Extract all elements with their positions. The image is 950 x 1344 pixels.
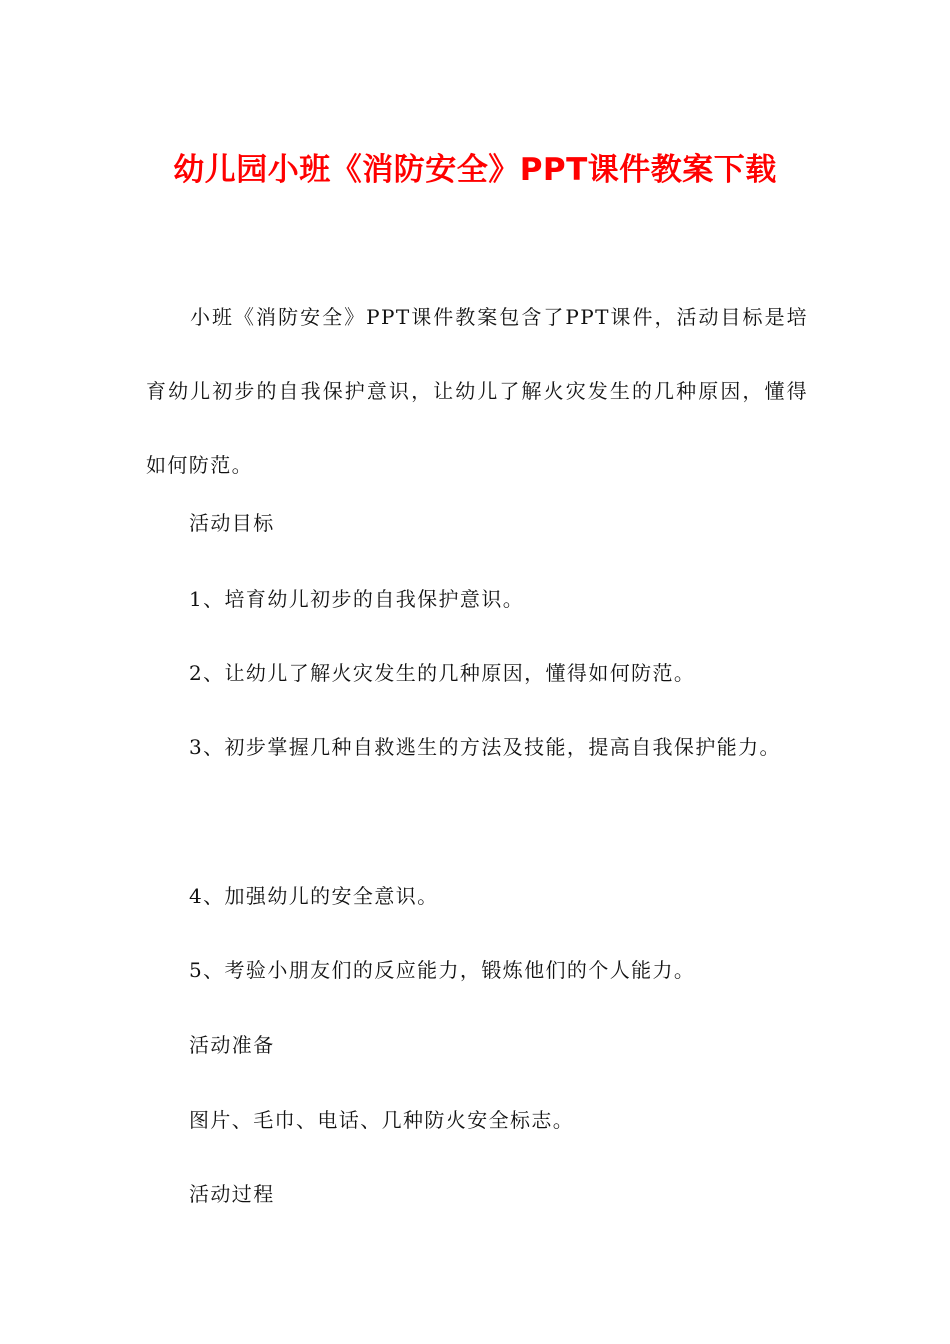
goals-heading: 活动目标 [189,511,275,535]
goal-item-1: 1、培育幼儿初步的自我保护意识。 [189,587,525,611]
document-title: 幼儿园小班《消防安全》PPT课件教案下载 [173,152,777,188]
goal-item-5: 5、考验小朋友们的反应能力，锻炼他们的个人能力。 [189,958,696,982]
goal-item-2: 2、让幼儿了解火灾发生的几种原因，懂得如何防范。 [189,661,696,685]
prep-heading: 活动准备 [189,1033,275,1057]
prep-text: 图片、毛巾、电话、几种防火安全标志。 [189,1108,575,1132]
goal-item-4: 4、加强幼儿的安全意识。 [189,884,439,908]
process-heading: 活动过程 [189,1182,275,1206]
intro-paragraph: 小班《消防安全》PPT课件教案包含了PPT课件，活动目标是培育幼儿初步的自我保护意识，让幼儿了解火灾发生的几种原因，懂得如何防范。 [146,305,808,477]
goal-item-3: 3、初步掌握几种自救逃生的方法及技能，提高自我保护能力。 [189,735,781,759]
